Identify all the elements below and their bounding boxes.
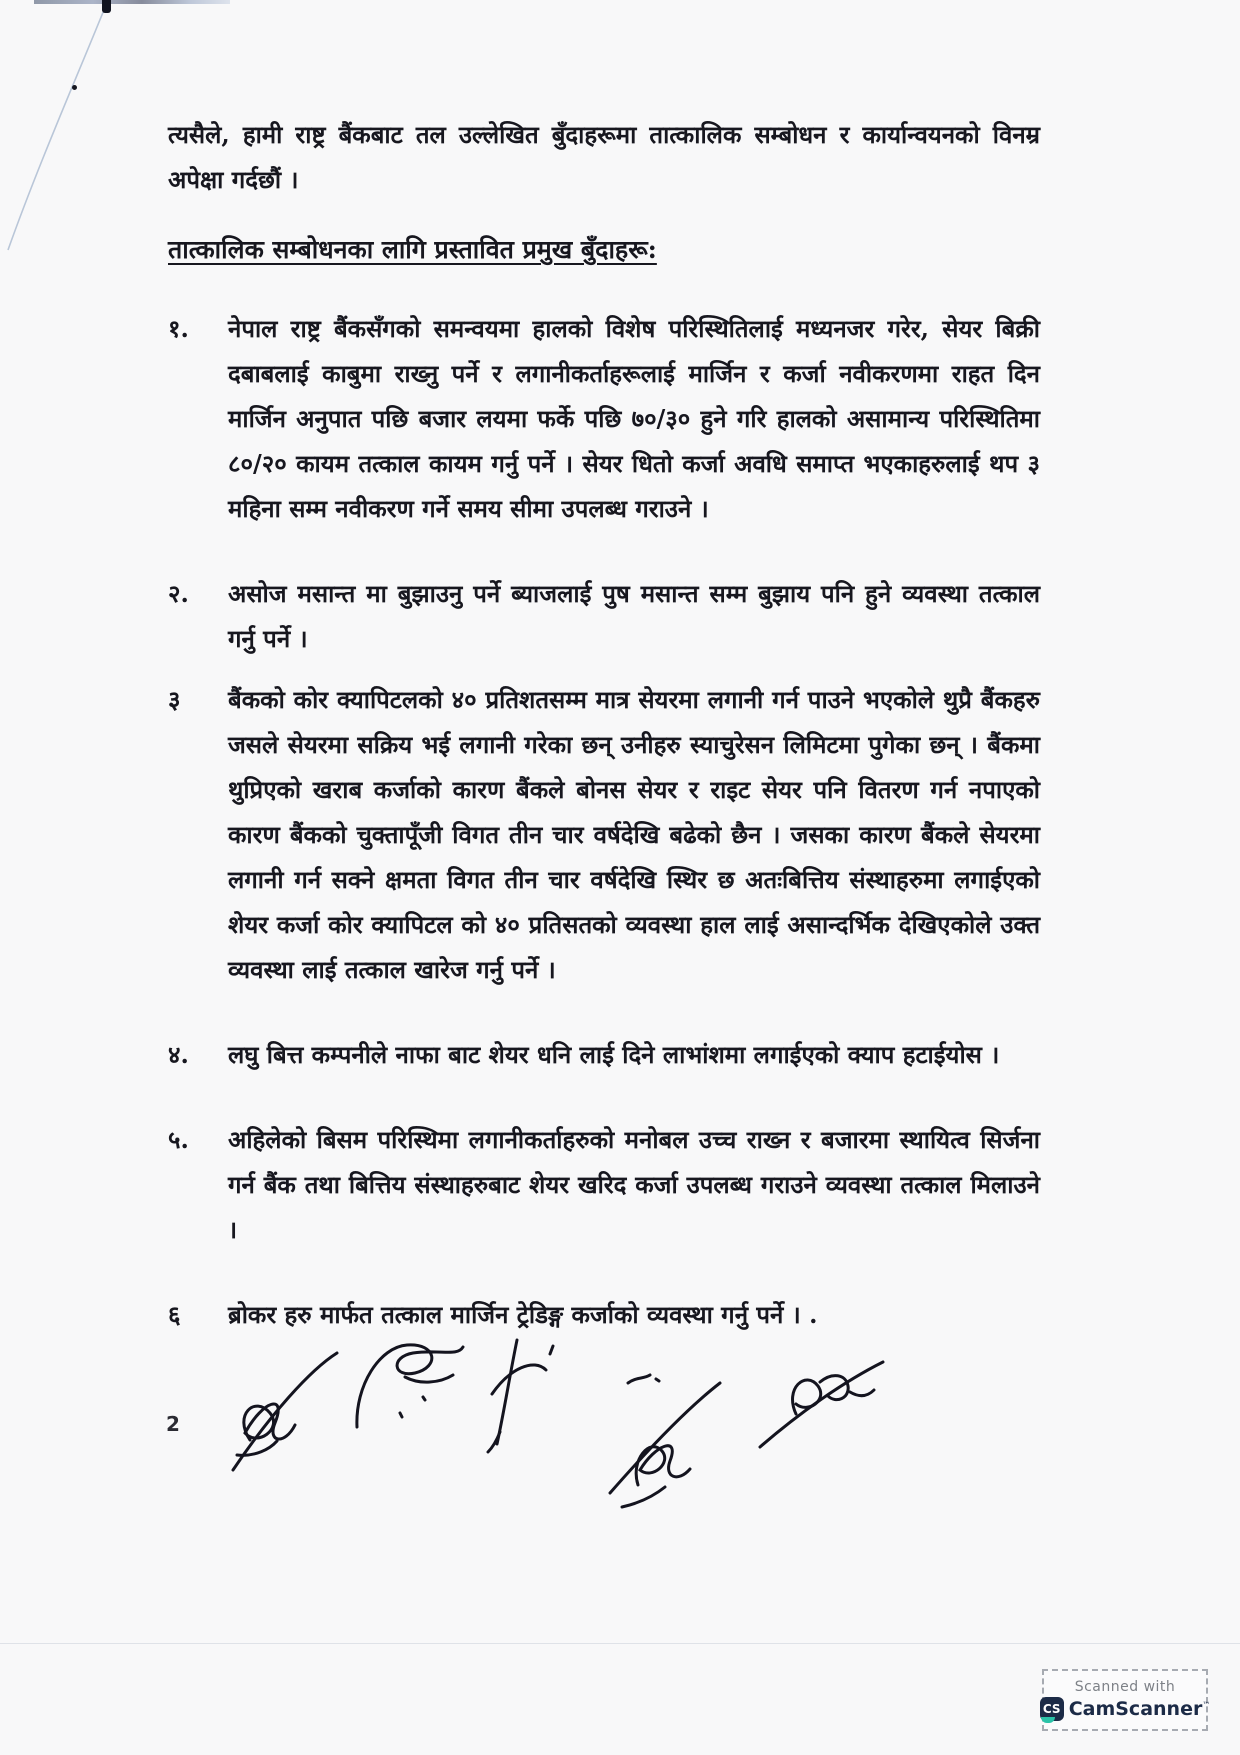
item-number: ३ — [168, 685, 181, 714]
trademark-symbol: ™ — [1202, 1700, 1211, 1710]
list-item — [168, 571, 1040, 661]
scanned-with-label: Scanned with — [1074, 1679, 1176, 1695]
item-text: नेपाल राष्ट्र बैंकसँगको समन्वयमा हालको विशेष परिस्थितिलाई मध्यनजर गरेर, सेयर बिक्री दबाबलाई काबुमा राख्नु पर्ने र लगानीकर्ताहरूलाई मार्जिन र कर्जा नवीकरणमा राहत दिन मार्जिन अनुपात पछि बजार लयमा फर्के पछि ७०/३० हुने गरि हालको असामान्य परिस्थितिमा ८०/२० कायम तत्काल कायम गर्नु पर्ने । सेयर धितो कर्जा अवधि समाप्त भएकाहरुलाई थप ३ महिना सम्म नवीकरण गर्ने समय सीमा उपलब्ध गराउने । — [228, 314, 1040, 523]
signature-2 — [345, 1335, 470, 1440]
item-number: ४. — [168, 1040, 189, 1069]
item-text: बैंकको कोर क्यापिटलको ४० प्रतिशतसम्म मात्र सेयरमा लगानी गर्न पाउने भएकोले थुप्रै बैंकहरु जसले सेयरमा सक्रिय भई लगानी गरेका छन् उनीहरु स्याचुरेसन लिमिटमा पुगेका छन् । बैंकमा थुप्रिएको खराब कर्जाको कारण बैंकले बोनस सेयर र राइट सेयर पनि वितरण गर्न नपाएको कारण बैंकको चुक्तापूँजी विगत तीन चार वर्षदेखि बढेको छैन । जसका कारण बैंकले सेयरमा लगानी गर्न सक्ने क्षमता विगत तीन चार वर्षदेखि स्थिर छ अतःबित्तिय संस्थाहरुमा लगाईएको शेयर कर्जा कोर क्यापिटल को ४० प्रतिसतको व्यवस्था हाल लाई असान्दर्भिक देखिएकोले उक्त व्यवस्था लाई तत्काल खारेज गर्नु पर्ने । — [228, 685, 1040, 984]
page-number: 2 — [166, 1412, 180, 1436]
signature-3 — [462, 1332, 562, 1460]
item-text: अहिलेको बिसम परिस्थिमा लगानीकर्ताहरुको मनोबल उच्च राख्न र बजारमा स्थायित्व सिर्जना गर्न बैंक तथा बित्तिय संस्थाहरुबाट शेयर खरिद कर्जा उपलब्ध गराउने व्यवस्था तत्काल मिलाउने । — [228, 1125, 1040, 1244]
scan-bottom-line — [0, 1643, 1240, 1644]
item-number: ५. — [168, 1125, 189, 1154]
camscanner-logo-text: CS — [1042, 1702, 1061, 1716]
section-heading: तात्कालिक सम्बोधनका लागि प्रस्तावित प्रमुख बुँदाहरू: — [168, 235, 657, 264]
camscanner-brand-row — [1040, 1697, 1211, 1721]
document-body — [168, 112, 1040, 1337]
list-item — [168, 677, 1040, 992]
list-item — [168, 306, 1040, 531]
ink-mark — [102, 0, 111, 13]
camscanner-badge[interactable] — [1042, 1669, 1211, 1731]
signature-1 — [215, 1345, 350, 1480]
item-text: असोज मसान्त मा बुझाउनु पर्ने ब्याजलाई पुष मसान्त सम्म बुझाय पनि हुने व्यवस्था तत्काल गर्नु पर्ने । — [228, 579, 1040, 653]
intro-paragraph: त्यसैले, हामी राष्ट्र बैंकबाट तल उल्लेखित बुँदाहरूमा तात्कालिक सम्बोधन र कार्यान्वयनको विनम्र अपेक्षा गर्दछौं । — [168, 120, 1040, 194]
list-item — [168, 1117, 1040, 1252]
camscanner-logo-swoosh — [1041, 1717, 1055, 1723]
signature-4 — [600, 1365, 735, 1515]
item-number: २. — [168, 579, 189, 608]
item-number: १. — [168, 314, 189, 343]
item-text: लघु बित्त कम्पनीले नाफा बाट शेयर धनि लाई दिने लाभांशमा लगाईएको क्याप हटाईयोस । — [228, 1040, 1000, 1069]
scan-edge-streak — [34, 0, 230, 4]
item-number: ६ — [168, 1300, 181, 1329]
signature-5 — [748, 1352, 893, 1457]
item-text: ब्रोकर हरु मार्फत तत्काल मार्जिन ट्रेडिङ्ग कर्जाको व्यवस्था गर्नु पर्ने । . — [228, 1300, 818, 1329]
signatures-row — [0, 1330, 1240, 1530]
list-item — [168, 1032, 1040, 1077]
camscanner-logo-icon — [1040, 1697, 1064, 1721]
numbered-list — [168, 306, 1040, 1337]
ink-dot — [72, 85, 77, 90]
camscanner-brand-text: CamScanner™ — [1068, 1698, 1211, 1720]
